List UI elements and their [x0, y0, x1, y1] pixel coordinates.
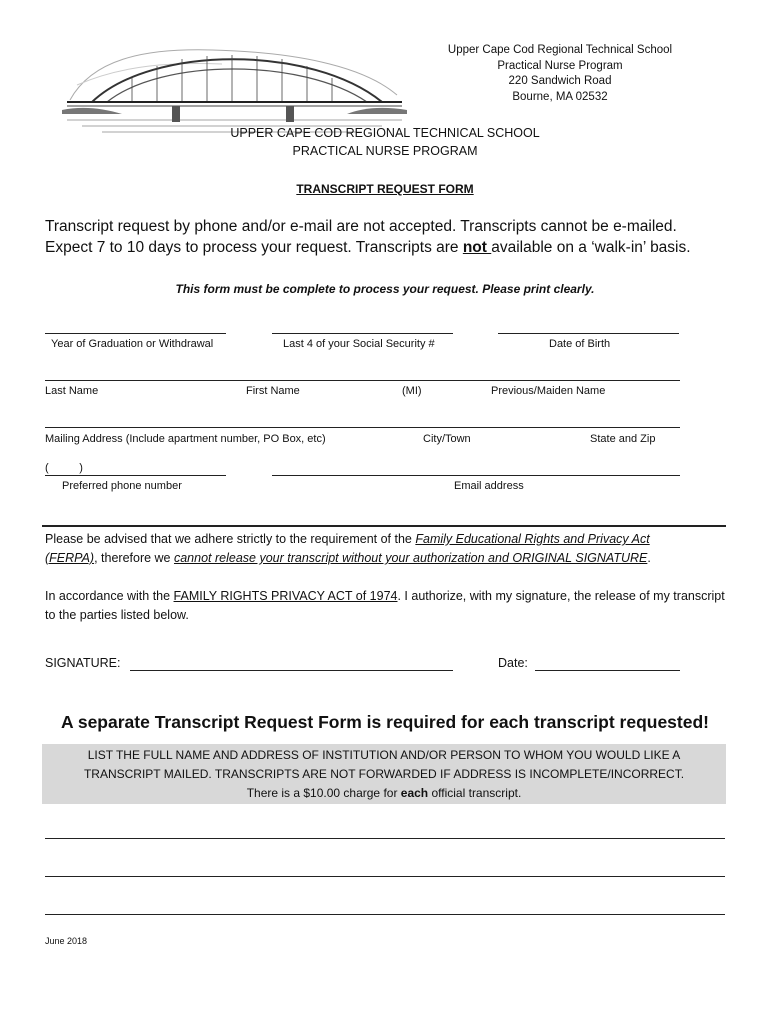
privacy-act-name: FAMILY RIGHTS PRIVACY ACT of 1974: [173, 589, 398, 603]
signature-label: SIGNATURE:: [45, 656, 121, 670]
auth-text-end: . I authorize, with my signature, the release of my transcript to the parties listed below.: [45, 589, 725, 622]
state-zip-label: State and Zip: [590, 433, 656, 445]
auth-text: In accordance with the: [45, 589, 174, 603]
charge-emphasis: each: [400, 786, 429, 800]
section-divider: [42, 525, 726, 527]
name-field-line[interactable]: [45, 380, 680, 381]
ferpa-paragraph: [45, 530, 735, 568]
recipient-line-3[interactable]: [45, 914, 725, 915]
ferpa-emphasis: cannot release your transcript without your authorization and ORIGINAL SIGNATURE: [173, 551, 648, 565]
school-name: UPPER CAPE COD REGIONAL TECHNICAL SCHOOL: [230, 126, 540, 140]
mailing-address-label: Mailing Address (Include apartment number, PO Box, etc): [45, 433, 326, 445]
form-title: TRANSCRIPT REQUEST FORM: [296, 182, 474, 196]
phone-label: Preferred phone number: [62, 480, 182, 492]
date-label: Date:: [498, 656, 528, 670]
address-line-2: Practical Nurse Program: [497, 59, 623, 72]
address-line-1: Upper Cape Cod Regional Technical School: [447, 44, 673, 56]
notice-text: Expect 7 to 10 days to process your request. Transcripts are: [45, 239, 463, 256]
city-label: City/Town: [423, 433, 471, 445]
ferpa-abbrev: (FERPA): [45, 551, 95, 565]
year-field-line[interactable]: [45, 333, 226, 334]
instructions-line-1: LIST THE FULL NAME AND ADDRESS OF INSTITUTION AND/OR PERSON TO WHOM YOU WOULD LIKE A: [87, 748, 681, 762]
notice-line-2: [45, 237, 691, 258]
dob-label: Date of Birth: [549, 338, 611, 350]
email-label: Email address: [454, 480, 524, 492]
date-field-line[interactable]: [535, 670, 680, 671]
mi-label: (MI): [402, 385, 422, 397]
school-address: [440, 43, 680, 105]
maiden-name-label: Previous/Maiden Name: [491, 385, 606, 397]
instructions-line-2: TRANSCRIPT MAILED. TRANSCRIPTS ARE NOT FORWARDED IF ADDRESS IS INCOMPLETE/INCORRECT.: [83, 767, 685, 781]
recipient-line-2[interactable]: [45, 876, 725, 877]
school-heading: [0, 124, 770, 160]
phone-field-line[interactable]: [45, 475, 226, 476]
program-name: PRACTICAL NURSE PROGRAM: [292, 144, 478, 158]
last-name-label: Last Name: [45, 385, 99, 397]
address-field-line[interactable]: [45, 427, 680, 428]
address-line-3: 220 Sandwich Road: [508, 75, 612, 87]
ferpa-text-mid: , therefore we: [94, 551, 174, 565]
instructions-line-3: [42, 784, 726, 803]
request-notice: [45, 216, 691, 258]
revision-date: June 2018: [45, 936, 88, 946]
year-label: Year of Graduation or Withdrawal: [51, 338, 214, 350]
authorization-paragraph: [45, 587, 735, 625]
charge-text: There is a $10.00 charge for: [246, 786, 401, 800]
ferpa-text-end: .: [647, 551, 651, 565]
ferpa-text: Please be advised that we adhere strictly to the requirement of the: [45, 532, 416, 546]
signature-field-line[interactable]: [130, 670, 453, 671]
notice-text-end: available on a ‘walk-in’ basis.: [491, 239, 691, 256]
recipient-line-1[interactable]: [45, 838, 725, 839]
dob-field-line[interactable]: [498, 333, 679, 334]
instructions-box: [42, 744, 726, 804]
first-name-label: First Name: [246, 385, 300, 397]
ssn-field-line[interactable]: [272, 333, 453, 334]
ssn-label: Last 4 of your Social Security #: [283, 338, 435, 350]
address-line-4: Bourne, MA 02532: [512, 90, 608, 103]
email-field-line[interactable]: [272, 475, 680, 476]
notice-line-1: Transcript request by phone and/or e-mail are not accepted. Transcripts cannot be e-mailed.: [45, 218, 677, 235]
charge-text-end: official transcript.: [428, 786, 522, 800]
separate-form-note: A separate Transcript Request Form is required for each transcript requested!: [60, 712, 709, 732]
complete-form-note: This form must be complete to process your request. Please print clearly.: [175, 282, 595, 296]
phone-area-code: ( ): [45, 462, 83, 474]
ferpa-act-name: Family Educational Rights and Privacy Act: [415, 532, 650, 546]
notice-emphasis: not: [462, 239, 492, 256]
